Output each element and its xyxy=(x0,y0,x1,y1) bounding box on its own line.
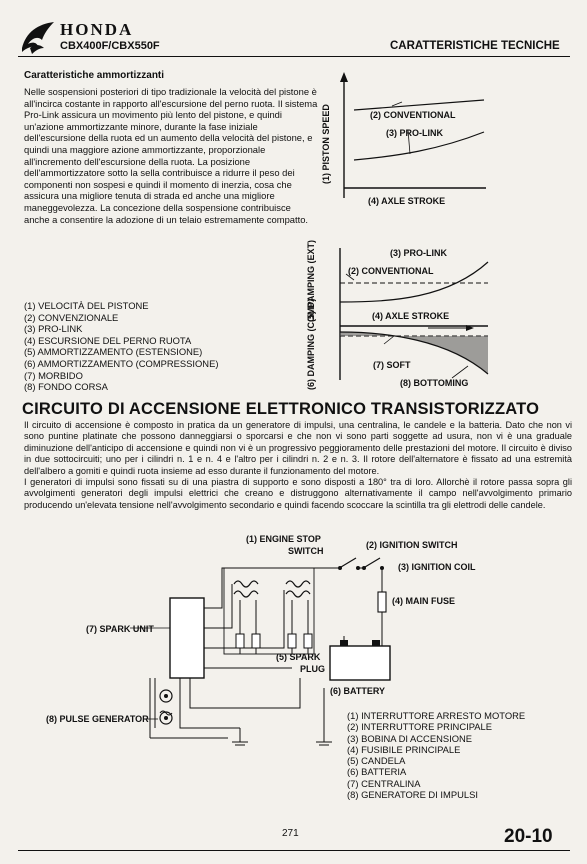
graph1-prolink-label: (3) PRO-LINK xyxy=(386,128,443,138)
circuit-legend xyxy=(347,710,525,800)
shock-subtitle: Caratteristiche ammortizzanti xyxy=(24,70,165,81)
piston-speed-graph xyxy=(318,66,580,212)
footer-divider xyxy=(18,850,570,851)
spark-plug-icon xyxy=(236,634,312,654)
spark-plug-label: (5) SPARK xyxy=(276,652,321,662)
shock-legend-item: (4) ESCURSIONE DEL PERNO RUOTA xyxy=(24,334,192,346)
shock-legend-item: (3) PRO-LINK xyxy=(24,323,83,335)
page-number: 271 xyxy=(282,828,299,839)
ignition-body xyxy=(24,420,572,511)
circuit-legend-item: (1) INTERRUTTORE ARRESTO MOTORE xyxy=(347,710,526,721)
engine-stop-label-line2: SWITCH xyxy=(288,546,324,556)
graph2-axle-label: (4) AXLE STROKE xyxy=(372,311,450,321)
graph2-ext-label: (5) DAMPING (EXT) xyxy=(306,240,316,322)
graph1-conventional-label: (2) CONVENTIONAL xyxy=(370,110,456,120)
ignition-paragraph-1: Il circuito di accensione è composto in pratica da un generatore di impulsi, una centralina, le candele e la batteria. Dato che non vi sono puntine platinate che possono danneggiarsi o sporcarsi e che non vi sono parti soggette ad usura, non vi è una graduale diminuzione dell'anticipo di accensione e quindi non vi è un progressivo peggioramento delle prestazioni del motore. Il circuito è diviso in due sottocircuiti; uno per i cilindri n. 1 e n. 4 e l'altro per i cilindri n. 2 e n. 3. Il rotore dell'alternatore è fissato ad una estremità dell'albero a gomiti e quindi ruota insieme ad esso durante il funzionamento del motore. xyxy=(24,420,572,476)
circuit-legend-item: (3) BOBINA DI ACCENSIONE xyxy=(347,732,473,744)
ignition-title: CIRCUITO DI ACCENSIONE ELETTRONICO TRANSISTORIZZATO xyxy=(22,400,540,418)
graph2-prolink-label: (3) PRO-LINK xyxy=(390,248,447,258)
spark-unit-label: (7) SPARK UNIT xyxy=(86,624,154,634)
shock-legend-item: (8) FONDO CORSA xyxy=(24,381,108,393)
spark-unit-box xyxy=(170,598,204,678)
circuit-legend-item: (6) BATTERIA xyxy=(347,766,407,778)
honda-wing-logo xyxy=(18,18,58,56)
damping-graph xyxy=(298,240,580,392)
ignition-switch xyxy=(365,558,380,567)
pulse-generator-label: (8) PULSE GENERATOR xyxy=(46,714,149,724)
model-name: CBX400F/CBX550F xyxy=(60,40,160,52)
battery-label: (6) BATTERY xyxy=(330,686,385,696)
engine-stop-label: (1) ENGINE STOP xyxy=(246,534,321,544)
circuit-legend-item: (4) FUSIBILE PRINCIPALE xyxy=(347,743,461,755)
ignition-coil-winding xyxy=(234,581,258,587)
conventional-curve xyxy=(354,100,484,110)
main-fuse-icon xyxy=(378,592,386,612)
section-title: CARATTERISTICHE TECNICHE xyxy=(390,40,560,52)
spark-plug-label-line2: PLUG xyxy=(300,664,326,674)
ignition-switch-label: (2) IGNITION SWITCH xyxy=(366,540,458,550)
circuit-legend-item: (5) CANDELA xyxy=(347,755,406,767)
brand-name: HONDA xyxy=(60,20,134,39)
graph2-conventional-label: (2) CONVENTIONAL xyxy=(348,266,434,276)
engine-stop-switch xyxy=(341,558,356,567)
graph1-x-label: (4) AXLE STROKE xyxy=(368,196,446,206)
graph2-soft-label: (7) SOFT xyxy=(373,360,411,370)
header-divider xyxy=(18,56,570,57)
shock-legend-item: (1) VELOCITÀ DEL PISTONE xyxy=(24,300,149,311)
shock-legend-item: (7) MORBIDO xyxy=(24,369,83,381)
ground-icon xyxy=(232,742,332,745)
shock-body: Nelle sospensioni posteriori di tipo tradizionale la velocità del pistone è all'incirca costante in rapporto all'escursione del perno ruota. Il sistema Pro-Link assicura un movimento più lento del pistone, e quindi un'azione ammortizzante minore, durante la fase iniziale dell'escursione della ruota ed un aumento della velocità del pistone, e quindi una maggiore azione ammortizzante, proporzionale all'incremento dell'escursione della ruota. La posizione dell'ammortizzatore sotto la sella contribuisce a ridurre il peso dei componenti non sospesi e quindi il momento di inerzia, cosa che assicura una migliore tenuta di strada ed anche una migliore maneggevolezza. La concezione della sospensione contribuisce anche a consentire la adozione di un telaio estremamente compatto. xyxy=(24,86,318,225)
ignition-coil-label: (3) IGNITION COIL xyxy=(398,562,476,572)
y-axis-arrow-icon xyxy=(340,72,348,82)
circuit-legend-item: (8) GENERATORE DI IMPULSI xyxy=(347,789,478,801)
shock-legend-item: (2) CONVENZIONALE xyxy=(24,311,119,323)
ignition-coil-winding xyxy=(286,581,310,587)
circuit-legend-item: (7) CENTRALINA xyxy=(347,777,421,789)
ignition-paragraph-2: I generatori di impulsi sono fissati su di una piastra di supporto e sono disposti a 180° tra di loro. Allorchè il rotore passa sopra gli avvolgimenti generatori degli impulsi elettrici che creano e distruggono alternativamente il campo nell'avvolgimento primario producendo un'elevata tensione nell'avvolgimento secondario e quindi facendo scoccare la scintilla tra gli elettrodi delle candele. xyxy=(24,477,572,510)
graph2-bottoming-label: (8) BOTTOMING xyxy=(400,378,469,388)
main-fuse-label: (4) MAIN FUSE xyxy=(392,596,455,606)
circuit-legend-item: (2) INTERRUTTORE PRINCIPALE xyxy=(347,721,492,733)
page-id: 20-10 xyxy=(504,826,553,847)
battery-icon xyxy=(330,646,390,680)
shock-legend-item: (6) AMMORTIZZAMENTO (COMPRESSIONE) xyxy=(24,357,219,369)
shock-legend xyxy=(24,300,218,393)
graph2-comp-label: (6) DAMPING (COMP) xyxy=(306,298,316,390)
shock-legend-item: (5) AMMORTIZZAMENTO (ESTENSIONE) xyxy=(24,346,203,358)
graph1-y-label: (1) PISTON SPEED xyxy=(321,104,331,184)
